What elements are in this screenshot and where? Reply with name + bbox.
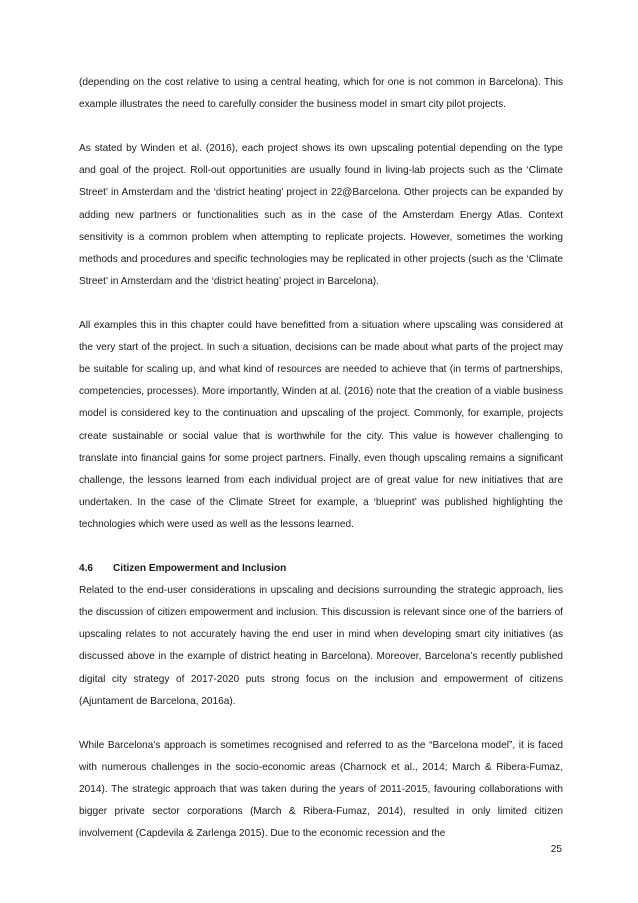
document-body	[79, 72, 563, 845]
paragraph-barcelona-model: While Barcelona’s approach is sometimes recognised and referred to as the “Barcelona model”, it is faced with numerous challenges in the socio-economic areas (Charnock et al., 2014; March & Ribera-Fumaz, 2014). The strategic approach that was taken during the years of 2011-2015, favouring collaborations with bigger private sector corporations (March & Ribera-Fumaz, 2014), resulted in only limited citizen involvement (Capdevila & Zarlenga 2015). Due to the economic recession and the	[79, 739, 563, 840]
page-number: 25	[550, 844, 562, 855]
paragraph-upscaling-potential: As stated by Winden et al. (2016), each project shows its own upscaling potential depending on the type and goal of the project. Roll-out opportunities are usually found in living-lab projects such as the ‘Climate Street’ in Amsterdam and the ‘district heating’ project in 22@Barcelona. Other projects can be expanded by adding new partners or functionalities such as in the case of the Amsterdam Energy Atlas. Context sensitivity is a common problem when attempting to replicate projects. However, sometimes the working methods and procedures and specific technologies may be replicated in other projects (such as the ‘Climate Street’ in Amsterdam and the ‘district heating’ project in Barcelona).	[79, 143, 563, 287]
section-number: 4.6	[79, 563, 94, 575]
paragraph-citizen-empowerment: Related to the end-user considerations in upscaling and decisions surrounding the strategic approach, lies the discussion of citizen empowerment and inclusion. This discussion is relevant since one of the barriers of upscaling relates to not accurately having the end user in mind when developing smart city initiatives (as discussed above in the example of district heating in Barcelona). Moreover, Barcelona’s recently published digital city strategy of 2017-2020 puts strong focus on the inclusion and empowerment of citizens (Ajuntament de Barcelona, 2016a).	[79, 585, 563, 707]
section-title: Citizen Empowerment and Inclusion	[113, 563, 287, 575]
section-heading	[79, 558, 563, 580]
paragraph-upscaling-examples: All examples this in this chapter could have benefitted from a situation where upscaling was considered at the very start of the project. In such a situation, decisions can be made about what parts of the project may be suitable for scaling up, and what kind of resources are needed to achieve that (in terms of partnerships, competencies, processes). More importantly, Winden at al. (2016) note that the creation of a viable business model is considered key to the continuation and upscaling of the project. Commonly, for example, projects create sustainable or social value that is worthwhile for the city. This value is however challenging to translate into financial gains for some project partners. Finally, even though upscaling remains a significant challenge, the lessons learned from each individual project are of great value for new initiatives that are undertaken. In the case of the Climate Street for example, a ‘blueprint’ was published highlighting the technologies which were used as well as the lessons learned.	[79, 320, 563, 530]
paragraph-intro: (depending on the cost relative to using a central heating, which for one is not common in Barcelona). This example illustrates the need to carefully consider the business model in smart city pilot projects.	[79, 77, 563, 111]
